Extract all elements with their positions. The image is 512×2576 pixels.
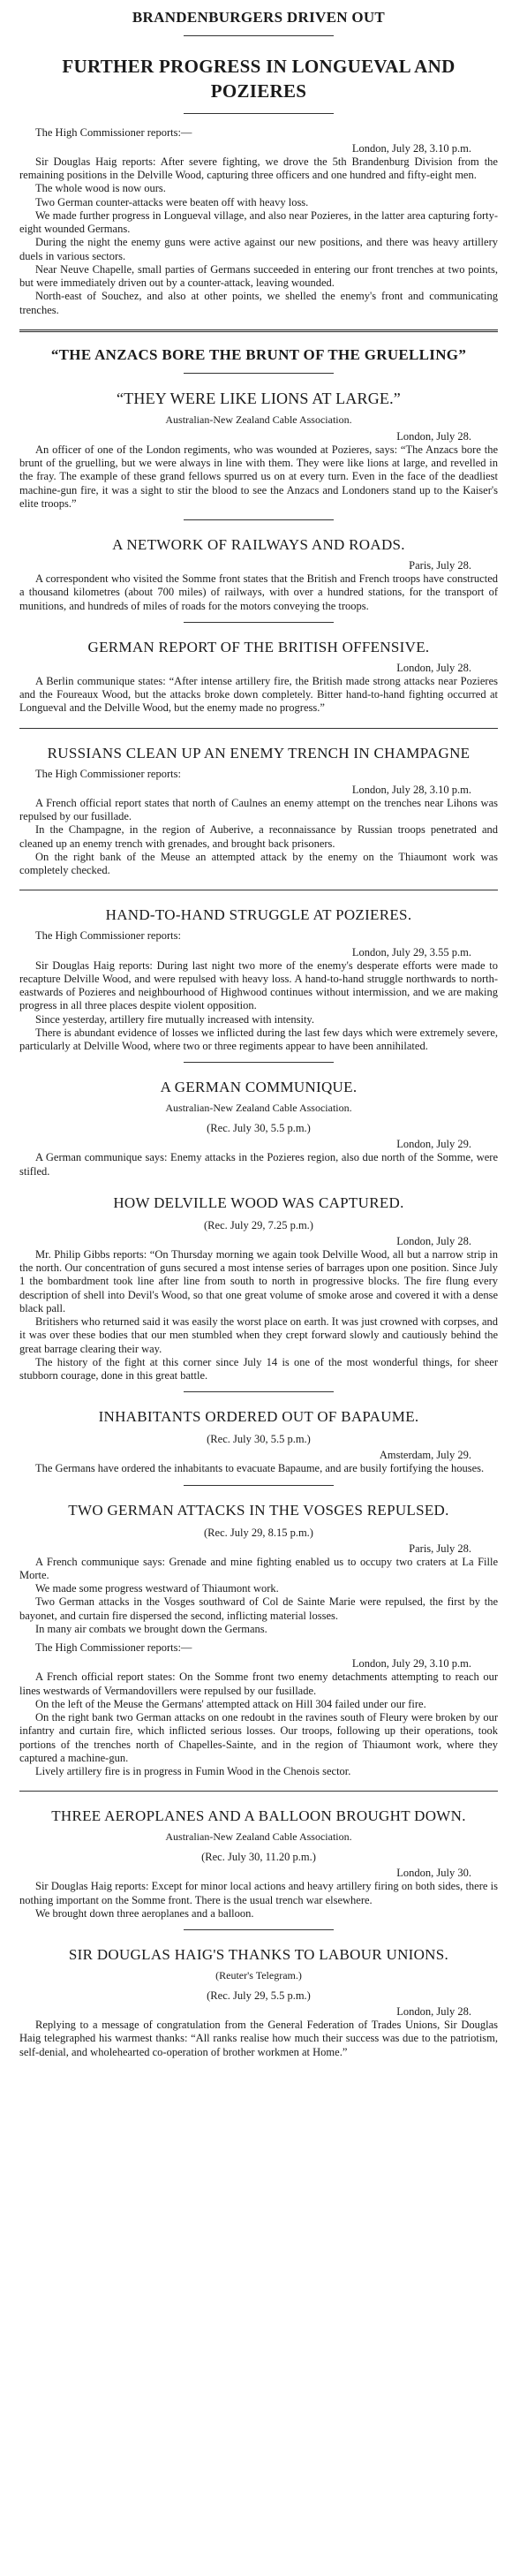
section-headline: THREE AEROPLANES AND A BALLOON BROUGHT DOWN. — [51, 1807, 466, 1825]
agency-credit: Australian-New Zealand Cable Association. — [165, 1102, 352, 1115]
article-paragraph: A German communique says: Enemy attacks in the Pozieres region, also due north of the Somme, were stifled. — [19, 1151, 498, 1178]
article-german-communique — [19, 1079, 498, 1178]
dateline: Amsterdam, July 29. — [379, 1449, 471, 1462]
divider — [184, 1929, 334, 1930]
article-paragraph: A French official report states: On the Somme front two enemy detachments attempting to reach our lines westwards of Vermandovillers were repulsed by our fusillade. — [19, 1671, 498, 1697]
article-paragraph: Since yesterday, artillery fire mutually increased with intensity. — [35, 1012, 314, 1026]
agency-credit: Australian-New Zealand Cable Association. — [165, 1830, 352, 1844]
article-russians — [19, 745, 498, 878]
dateline: London, July 28. — [396, 2005, 471, 2019]
dateline: London, July 28. — [396, 1234, 471, 1247]
article-railways — [19, 536, 498, 613]
section-headline: INHABITANTS ORDERED OUT OF BAPAUME. — [98, 1408, 419, 1426]
divider — [184, 113, 334, 114]
article-paragraph: We brought down three aeroplanes and a balloon. — [35, 1906, 254, 1920]
main-headline: FURTHER PROGRESS IN LONGUEVAL AND POZIERES — [62, 56, 456, 102]
article-paragraph: Sir Douglas Haig reports: Except for minor local actions and heavy artillery firing on both sides, there is nothing important on the Somme front. There is the usual trench war elsewhere. — [19, 1880, 498, 1906]
dateline: London, July 28. — [396, 661, 471, 674]
article-paragraph: North-east of Souchez, and also at other points, we shelled the enemy's front and communicating trenches. — [19, 290, 498, 316]
dateline: London, July 29, 3.10 p.m. — [351, 1657, 471, 1671]
article-paragraph: Near Neuve Chapelle, small parties of Germans succeeded in entering our front trenches at two points, but were immediately driven out by a counter-attack, leaving wounded. — [19, 262, 498, 290]
article-paragraph: Sir Douglas Haig reports: After severe fighting, we drove the 5th Brandenburg Division from the remaining positions in the Delville Wood, capturing three officers and one hundred and fifty-eight men. — [19, 155, 498, 182]
article-intro: The High Commissioner reports:— — [35, 1641, 192, 1655]
article-paragraph: During the night the enemy guns were active against our new positions, and there was heavy artillery duels in various sectors. — [19, 236, 498, 262]
article-paragraph: We made some progress westward of Thiaumont work. — [35, 1582, 279, 1595]
section-headline: “THE ANZACS BORE THE BRUNT OF THE GRUELLING” — [50, 345, 467, 363]
article-paragraph: Two German attacks in the Vosges southward of Col de Sainte Marie were repulsed, the first by the bayonet, and curtain fire dispersed the second, inflicting material losses. — [19, 1595, 498, 1622]
section-headline: RUSSIANS CLEAN UP AN ENEMY TRENCH IN CHAMPAGNE — [47, 744, 471, 761]
article-paragraph: There is abundant evidence of losses we inflicted during the last few days which were extremely severe, particularly at Delville Wood, where two or three regiments appear to have been annihilated. — [19, 1026, 498, 1053]
divider — [184, 519, 334, 520]
divider — [19, 728, 498, 729]
article-vosges — [19, 1502, 498, 1779]
article-german-report — [19, 639, 498, 716]
article-paragraph: Mr. Philip Gibbs reports: “On Thursday morning we again took Delville Wood, all but a narrow strip in the north. Our concentration of guns secured a most intense series of barrages upon one position. Since July 1 the bombardment took line after line from south to north in progressive blocks. The fire flung every description of shell into Devil's Wood, so that one great volume of smoke arose and covered it with a dense black pall. — [19, 1247, 498, 1315]
article-paragraph: Replying to a message of congratulation from the General Federation of Trades Unions, Sir Douglas Haig telegraphed his warmest thanks: “All ranks realise how much their success was due to the patriotism, self-denial, and wholehearted co-operation of brother workmen at Home.” — [19, 2019, 498, 2058]
section-headline: A GERMAN COMMUNIQUE. — [160, 1079, 358, 1096]
article-haig-report — [19, 126, 498, 317]
article-intro: The High Commissioner reports: — [35, 929, 181, 943]
received-time: (Rec. July 29, 7.25 p.m.) — [204, 1218, 313, 1231]
article-paragraph: A correspondent who visited the Somme front states that the British and French troops have constructed a thousand kilometres (about 700 miles) of railways, with over a hundred stations, for the transport of munitions, and hundreds of miles of roads for the motors conveying the troops. — [19, 572, 498, 612]
dateline: London, July 28, 3.10 p.m. — [351, 141, 471, 155]
article-anzacs — [19, 346, 498, 511]
dateline: London, July 28. — [396, 429, 471, 443]
dateline: Paris, July 28. — [409, 1542, 471, 1555]
agency-credit: Australian-New Zealand Cable Association. — [165, 413, 352, 426]
section-headline: TWO GERMAN ATTACKS IN THE VOSGES REPULSED. — [68, 1501, 449, 1519]
divider — [184, 1391, 334, 1392]
divider — [184, 1485, 334, 1486]
article-paragraph: Lively artillery fire is in progress in Fumin Wood in the Chenois sector. — [35, 1765, 351, 1778]
article-delville-wood — [19, 1194, 498, 1383]
dateline: London, July 29. — [396, 1138, 471, 1151]
article-paragraph: The Germans have ordered the inhabitants to evacuate Bapaume, and are busily fortifying the houses. — [35, 1462, 485, 1475]
divider — [184, 622, 334, 623]
article-paragraph: In many air combats we brought down the Germans. — [35, 1622, 267, 1635]
article-paragraph: The whole wood is now ours. — [35, 182, 166, 195]
dateline: London, July 28, 3.10 p.m. — [351, 783, 471, 796]
article-intro: The High Commissioner reports:— — [35, 125, 192, 139]
section-headline: HOW DELVILLE WOOD WAS CAPTURED. — [113, 1193, 404, 1211]
section-headline: A NETWORK OF RAILWAYS AND ROADS. — [112, 536, 405, 554]
agency-credit: (Reuter's Telegram.) — [215, 1969, 302, 1982]
divider — [184, 1062, 334, 1063]
article-paragraph: On the left of the Meuse the Germans' attempted attack on Hill 304 failed under our fire. — [35, 1697, 426, 1710]
divider — [19, 330, 498, 332]
article-paragraph: Two German counter-attacks were beaten off with heavy loss. — [35, 195, 309, 208]
section-headline: HAND-TO-HAND STRUGGLE AT POZIERES. — [105, 906, 412, 924]
article-paragraph: We made further progress in Longueval village, and also near Pozieres, in the latter area capturing forty-eight wounded Germans. — [19, 208, 498, 236]
article-paragraph: An officer of one of the London regiments, who was wounded at Pozieres, says: “The Anzacs bore the brunt of the gruelling, but we were always in line with them. They were like lions at large, and revelled in the fray. The example of these grand fellows spurred us on at every turn. Even in the face of the deadliest machine-gun fire, it was a sight to stir the blood to see the Anzacs and Londoners stand up to the Kaiser's elite troops.” — [19, 443, 498, 510]
article-paragraph: Sir Douglas Haig reports: During last night two more of the enemy's desperate efforts were made to recapture Delville Wood, and were repulsed with heavy loss. A hand-to-hand struggle northwards to north-eastwards of Pozieres and neighbourhood of Highwood continues without intermission, and we are making progress in all three places despite violent opposition. — [19, 958, 498, 1012]
article-paragraph: A Berlin communique states: “After intense artillery fire, the British made strong attacks near Pozieres and the Foureaux Wood, but the attacks broke down completely. Bitter hand-to-hand fighting occurred at Longueval and the Delville Wood, but the enemy made no progress.” — [19, 674, 498, 715]
section-subheadline: “THEY WERE LIKE LIONS AT LARGE.” — [116, 389, 401, 407]
dateline: London, July 29, 3.55 p.m. — [351, 945, 471, 958]
dateline: London, July 30. — [396, 1867, 471, 1880]
article-intro: The High Commissioner reports: — [35, 767, 181, 780]
article-bapaume — [19, 1408, 498, 1475]
section-headline: SIR DOUGLAS HAIG'S THANKS TO LABOUR UNIONS. — [68, 1946, 449, 1964]
top-headline: BRANDENBURGERS DRIVEN OUT — [132, 9, 386, 26]
divider — [184, 35, 334, 36]
received-time: (Rec. July 30, 5.5 p.m.) — [207, 1433, 311, 1446]
article-paragraph: A French official report states that north of Caulnes an enemy attempt on the trenches near Lihons was repulsed by our fusillade. — [19, 796, 498, 823]
received-time: (Rec. July 29, 8.15 p.m.) — [204, 1526, 313, 1539]
article-labour-unions — [19, 1946, 498, 2059]
received-time: (Rec. July 29, 5.5 p.m.) — [207, 1989, 311, 2003]
article-paragraph: In the Champagne, in the region of Auberive, a reconnaissance by Russian troops penetrated and cleaned up an enemy trench with grenades, and brought back prisoners. — [19, 823, 498, 850]
dateline: Paris, July 28. — [409, 559, 471, 572]
received-time: (Rec. July 30, 5.5 p.m.) — [207, 1122, 311, 1135]
article-paragraph: The history of the fight at this corner since July 14 is one of the most wonderful things, for sheer stubborn courage, done in this great battle. — [19, 1355, 498, 1383]
article-paragraph: On the right bank two German attacks on one redoubt in the ravines south of Fleury were broken by our infantry and curtain fire, which inflicted serious losses. Our troops, following up their operations, took portions of the trenches north of Chapelles-Sainte, and in the region of Thiaumont work, where they captured a machine-gun. — [19, 1711, 498, 1764]
article-hand-to-hand — [19, 906, 498, 1053]
divider — [19, 1791, 498, 1792]
divider — [184, 373, 334, 374]
received-time: (Rec. July 30, 11.20 p.m.) — [201, 1851, 316, 1864]
article-paragraph: On the right bank of the Meuse an attempted attack by the enemy on the Thiaumont work was completely checked. — [19, 850, 498, 877]
article-paragraph: Britishers who returned said it was easily the worst place on earth. It was just crowned with corpses, and it was over these bodies that our men stumbled when they crept forward slowly and cautiously behind the great barrage clearing their way. — [19, 1315, 498, 1355]
section-headline: GERMAN REPORT OF THE BRITISH OFFENSIVE. — [87, 638, 430, 655]
article-paragraph: A French communique says: Grenade and mine fighting enabled us to occupy two craters at La Fille Morte. — [19, 1555, 498, 1581]
article-aeroplanes — [19, 1807, 498, 1921]
